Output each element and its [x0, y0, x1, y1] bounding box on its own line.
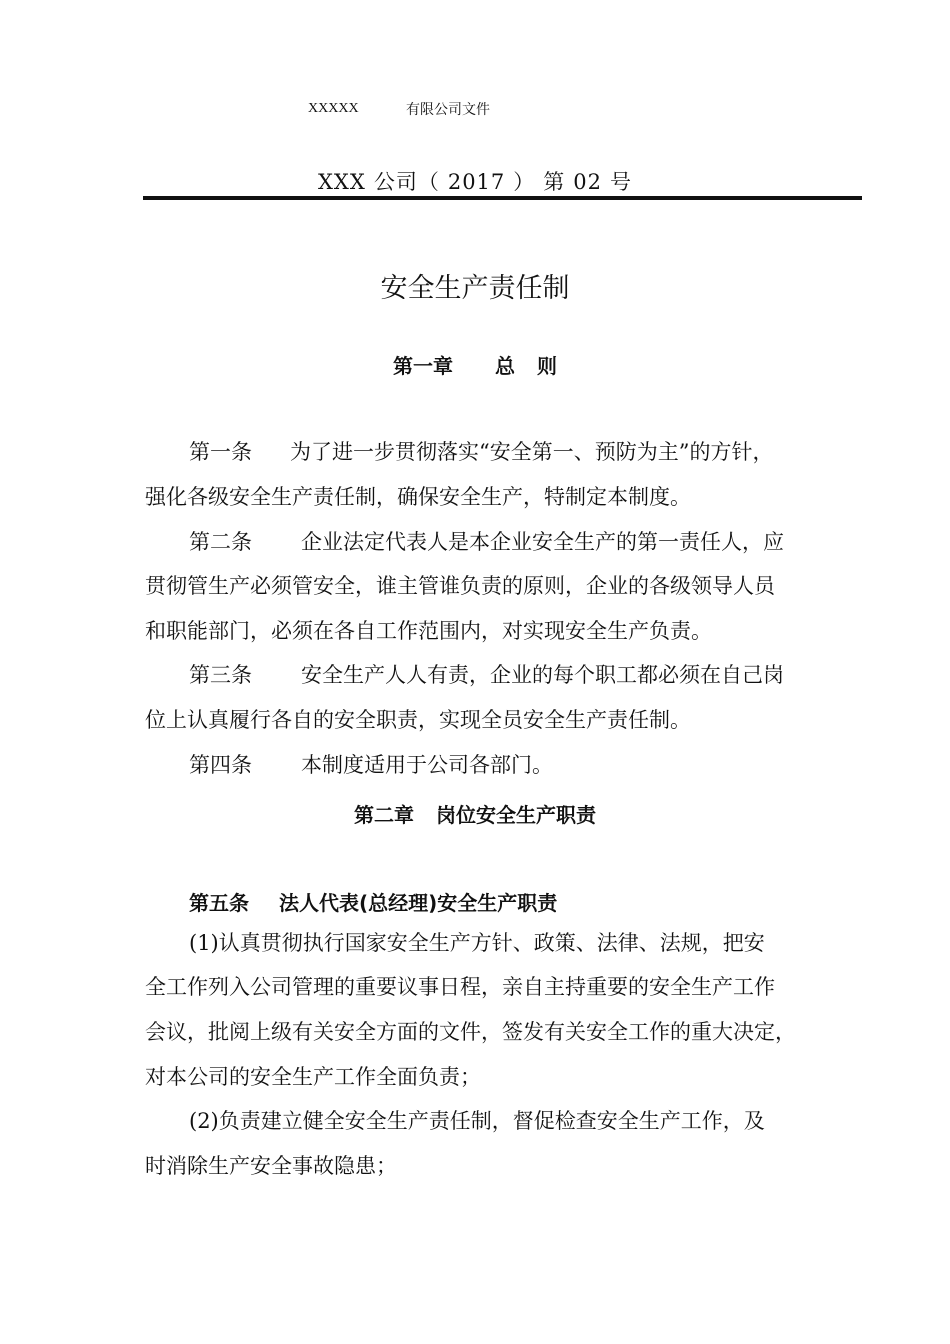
doc-number-prefix: XXX — [317, 170, 366, 194]
article-3-label: 第三条 — [189, 663, 252, 687]
doc-number-year: 2017 — [447, 170, 506, 194]
article-3-line-2: 位上认真履行各自的安全职责，实现全员安全生产责任制。 — [145, 708, 691, 732]
article-4-label: 第四条 — [189, 753, 252, 777]
article-5-heading: 法人代表(总经理)安全生产职责 — [279, 891, 558, 915]
doc-number-value: 02 — [573, 170, 603, 194]
doc-number-hao: 号 — [610, 170, 633, 194]
article-5-item-1-line-3: 会议，批阅上级有关安全方面的文件，签发有关安全工作的重大决定， — [145, 1020, 796, 1044]
article-2-label: 第二条 — [189, 530, 252, 554]
article-2-line-2: 贯彻管生产必须管安全，谁主管谁负责的原则，企业的各级领导人员 — [145, 574, 775, 598]
header-rule — [143, 196, 862, 200]
company-name-prefix: XXXXX — [308, 101, 359, 116]
chapter-1-heading — [0, 350, 950, 379]
article-3-line-1: 安全生产人人有责，企业的每个职工都必须在自己岗 — [301, 663, 784, 687]
article-5-item-1-line-1: (1)认真贯彻执行国家安全生产方针、政策、法律、法规，把安 — [189, 931, 765, 955]
doc-number-company: 公司（ — [373, 170, 440, 194]
document-title: 安全生产责任制 — [380, 273, 570, 304]
document-number — [0, 166, 950, 196]
doc-number-di: 第 — [543, 170, 566, 194]
chapter-2-heading — [0, 799, 950, 828]
chapter-2-label: 第二章 — [354, 803, 414, 827]
chapter-1-label: 第一章 — [393, 354, 453, 378]
chapter-1-name-a: 总 — [495, 354, 515, 378]
chapter-1-name-b: 则 — [537, 354, 557, 378]
chapter-2-name: 岗位安全生产职责 — [436, 803, 596, 827]
article-1-label: 第一条 — [189, 440, 252, 464]
article-4-line-1: 本制度适用于公司各部门。 — [301, 753, 553, 777]
article-5-item-1-line-2: 全工作列入公司管理的重要议事日程，亲自主持重要的安全生产工作 — [145, 975, 775, 999]
article-5-label: 第五条 — [189, 891, 249, 915]
article-1-line-1: 为了进一步贯彻落实“安全第一、预防为主”的方针， — [290, 440, 774, 464]
article-5-item-2-line-1: (2)负责建立健全安全生产责任制，督促检查安全生产工作，及 — [189, 1109, 765, 1133]
company-name-suffix: 有限公司文件 — [406, 102, 490, 118]
article-1-line-2: 强化各级安全生产责任制，确保安全生产，特制定本制度。 — [145, 485, 691, 509]
article-2-line-3: 和职能部门，必须在各自工作范围内，对实现安全生产负责。 — [145, 619, 712, 643]
article-5-item-2-line-2: 时消除生产安全事故隐患； — [145, 1154, 397, 1178]
article-2-line-1: 企业法定代表人是本企业安全生产的第一责任人，应 — [301, 530, 784, 554]
article-5-item-1-line-4: 对本公司的安全生产工作全面负责； — [145, 1065, 481, 1089]
doc-number-close: ） — [513, 170, 536, 194]
